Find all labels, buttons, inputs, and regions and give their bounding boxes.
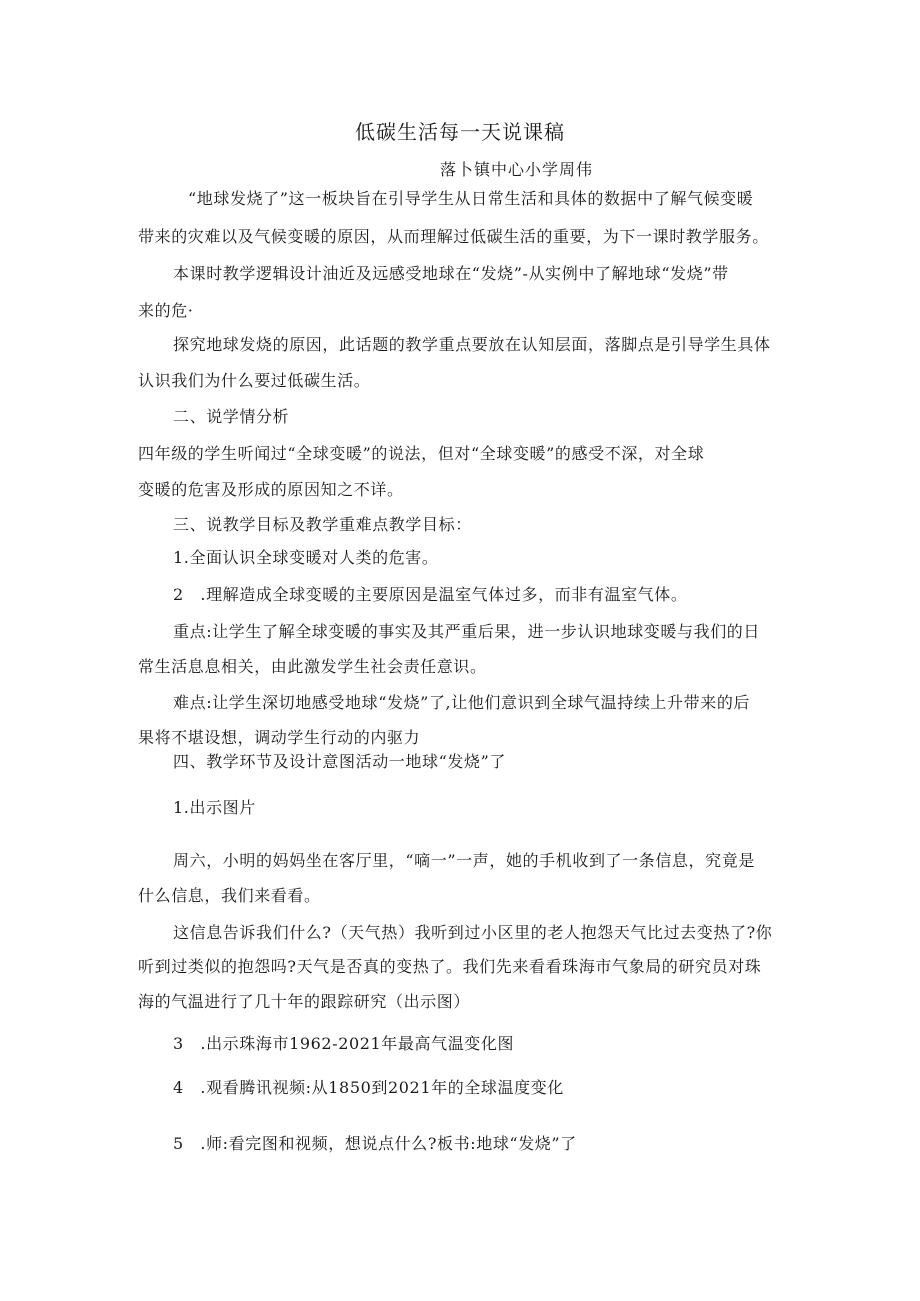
paragraph-line: 探究地球发烧的原因，此话题的教学重点要放在认知层面，落脚点是引导学生具体	[173, 335, 771, 354]
list-item: 1.全面认识全球变暖对人类的危害。	[173, 548, 439, 567]
section-heading: 三、说教学目标及教学重难点教学目标：	[173, 515, 472, 534]
document-title: 低碳生活每一天说课稿	[355, 120, 565, 144]
section-heading: 二、说学情分析	[173, 407, 290, 426]
paragraph-line: 听到过类似的抱怨吗?天气是否真的变热了。我们先来看看珠海市气象局的研究员对珠	[138, 957, 762, 976]
paragraph-line: “地球发烧了”这一板块旨在引导学生从日常生活和具体的数据中了解气候变暖	[188, 189, 754, 208]
list-item: 4 .观看腾讯视频:从1850到2021年的全球温度变化	[173, 1078, 564, 1097]
paragraph-line: 来的危·	[138, 301, 194, 320]
list-item: 3 .出示珠海市1962-2021年最高气温变化图	[173, 1034, 515, 1053]
paragraph-line: 什么信息，我们来看看。	[138, 886, 321, 905]
paragraph-line: 带来的灾难以及气候变暖的原因，从而理解过低碳生活的重要，为下一课时教学服务。	[138, 227, 769, 246]
list-item: 1.出示图片	[173, 798, 256, 817]
paragraph-line: 重点:让学生了解全球变暖的事实及其严重后果，进一步认识地球变暖与我们的日	[173, 622, 760, 641]
document-author: 落卜镇中心小学周伟	[440, 160, 594, 179]
paragraph-line: 这信息告诉我们什么?（天气热）我听到过小区里的老人抱怨天气比过去变热了?你	[173, 923, 773, 942]
paragraph-line: 认识我们为什么要过低碳生活。	[138, 371, 371, 390]
paragraph-line: 海的气温进行了几十年的跟踪研究（出示图）	[138, 992, 471, 1011]
list-item: 2 .理解造成全球变暖的主要原因是温室气体过多，而非有温室气体。	[173, 585, 688, 604]
paragraph-line: 难点:让学生深切地感受地球“发烧”了,让他们意识到全球气温持续上升带来的后	[173, 693, 751, 712]
section-heading: 四、教学环节及设计意图活动一地球“发烧”了	[173, 752, 506, 771]
paragraph-line: 常生活息息相关，由此激发学生社会责任意识。	[138, 657, 487, 676]
paragraph-line: 变暖的危害及形成的原因知之不详。	[138, 480, 404, 499]
paragraph-line: 四年级的学生听闻过“全球变暖”的说法，但对“全球变暖”的感受不深，对全球	[138, 444, 705, 463]
paragraph-line: 周六，小明的妈妈坐在客厅里，“嘀一”一声，她的手机收到了一条信息，究竟是	[173, 851, 755, 870]
paragraph-line: 果将不堪设想，调动学生行动的内驱力	[138, 728, 421, 747]
paragraph-line: 本课时教学逻辑设计油近及远感受地球在“发烧”-从实例中了解地球“发烧”带	[173, 264, 729, 283]
list-item: 5 .师:看完图和视频，想说点什么?板书:地球“发烧”了	[173, 1134, 577, 1153]
